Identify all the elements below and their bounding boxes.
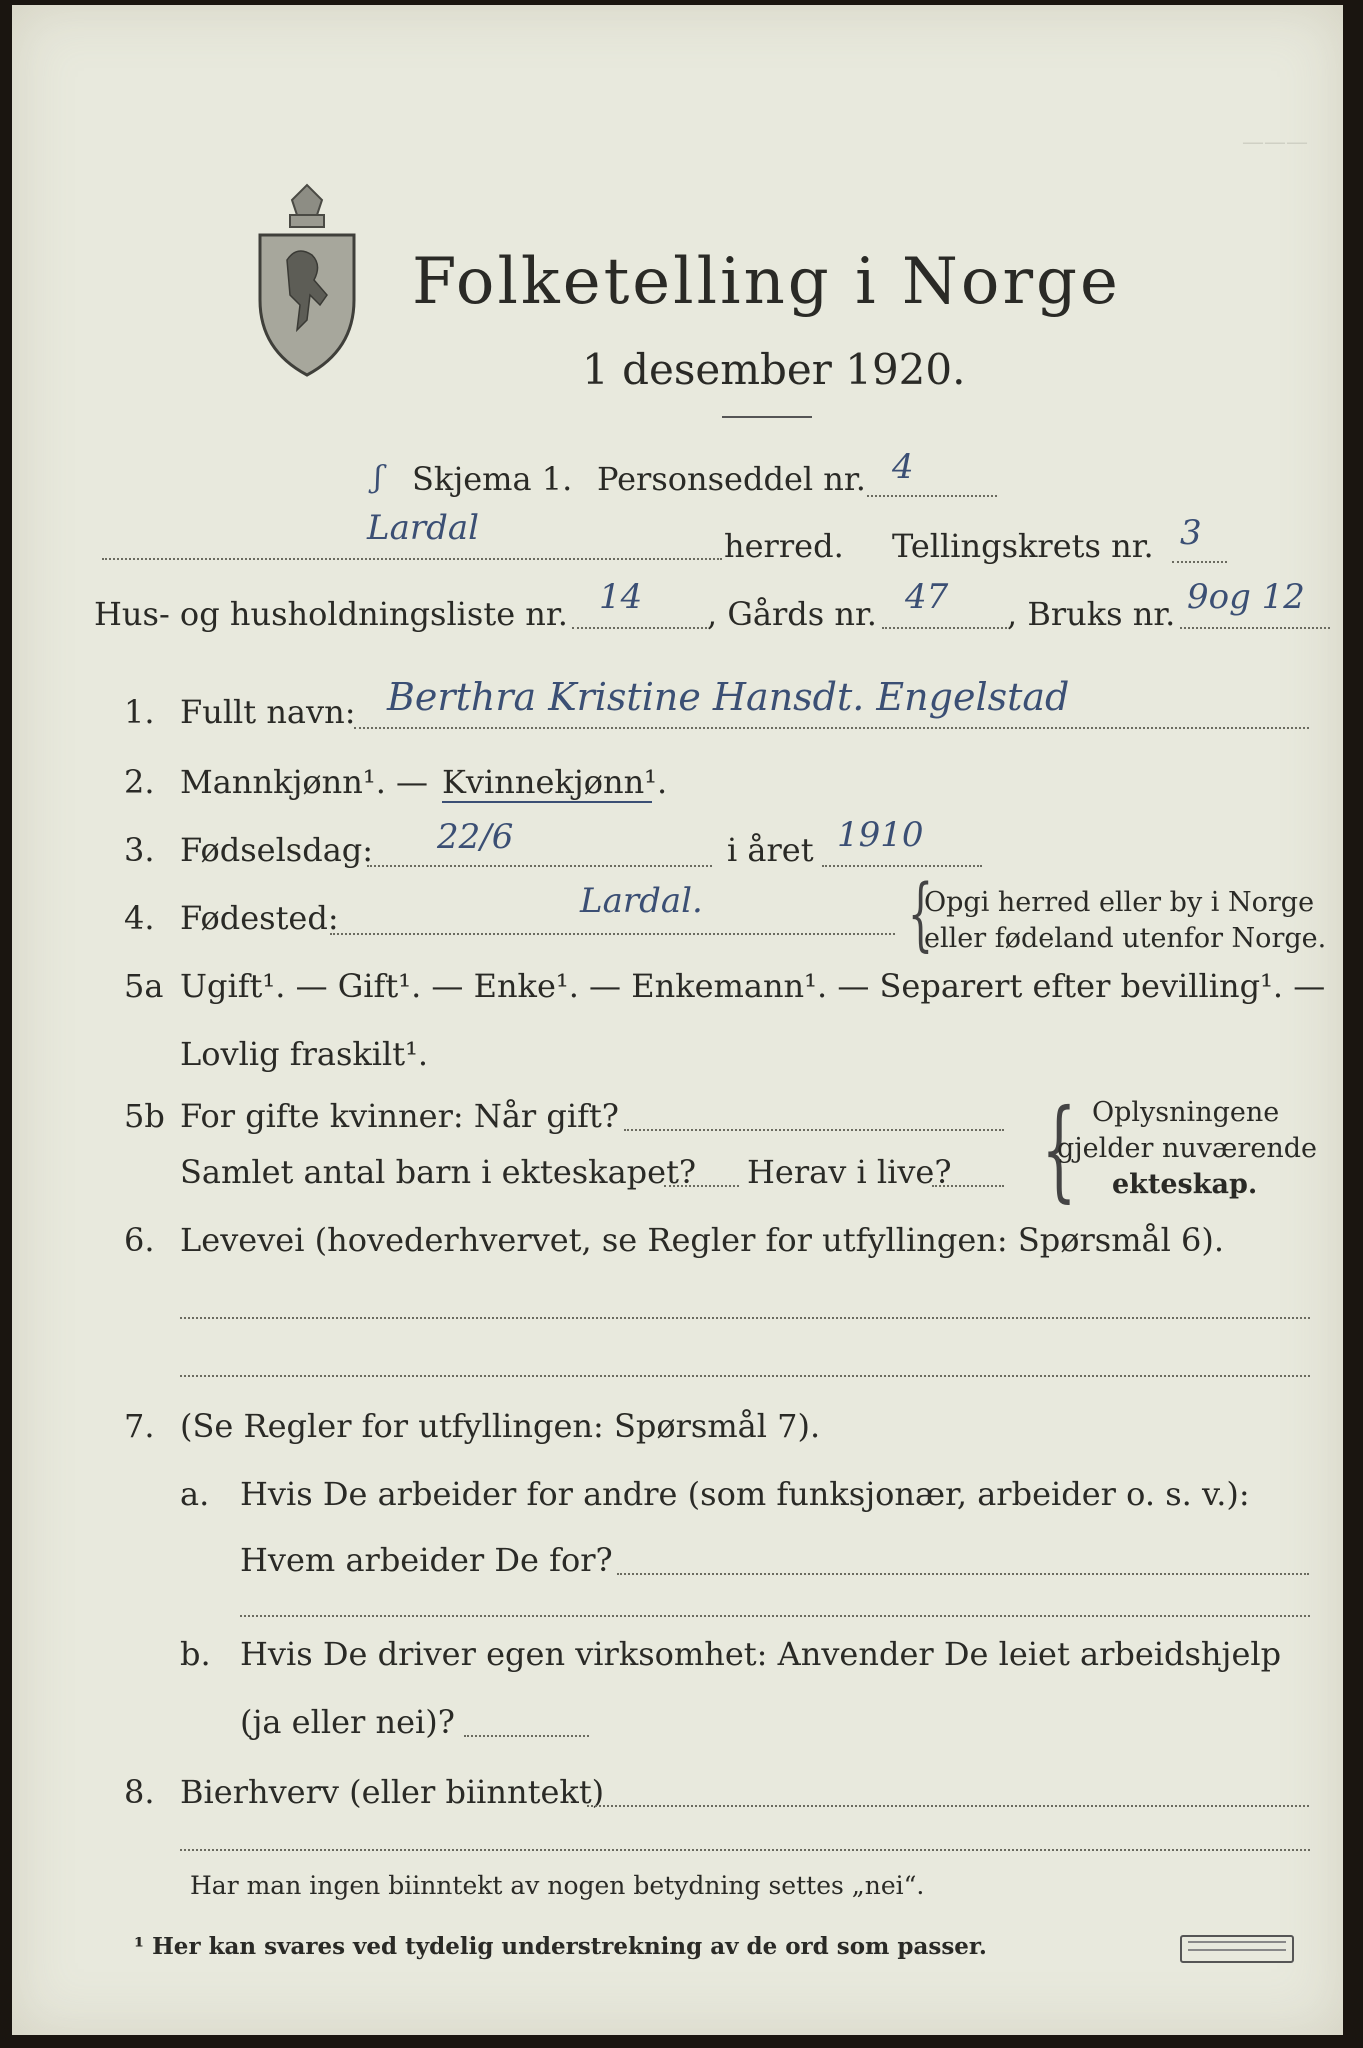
q3-year-field-line <box>822 865 982 867</box>
q4-note-brace: { <box>907 867 934 960</box>
bleed-through-text: ——— <box>1242 130 1308 155</box>
q4-field-line <box>330 933 895 935</box>
q4-note-line1: Opgi herred eller by i Norge <box>924 887 1315 918</box>
q7a-field-line-2 <box>240 1615 1310 1617</box>
tellingskrets-field-line <box>1172 561 1227 563</box>
printer-stamp <box>1180 1935 1294 1963</box>
q3-number: 3. <box>124 831 155 869</box>
bruks-value: 9og 12 <box>1187 577 1305 617</box>
q6-field-line-1 <box>180 1317 1310 1319</box>
q5b-alive-label: Herav i live? <box>747 1153 952 1191</box>
q5b-number: 5b <box>124 1097 165 1135</box>
q7-number: 7. <box>124 1407 155 1445</box>
bruks-field-line <box>1180 627 1330 629</box>
q6-text: Levevei (hovederhvervet, se Regler for utfyllingen: Spørsmål 6). <box>180 1221 1225 1259</box>
herred-value: Lardal <box>367 508 480 548</box>
q3-birth-year: 1910 <box>837 815 924 855</box>
census-form-page <box>12 5 1343 2035</box>
personseddel-label: Personseddel nr. <box>597 460 866 498</box>
q1-full-name: Berthra Kristine Hansdt. Engelstad <box>387 675 1070 719</box>
q8-text: Bierhverv (eller biinntekt) <box>180 1773 605 1811</box>
q5b-alive-field-line <box>932 1185 1004 1187</box>
herred-label: herred. <box>724 527 844 565</box>
q8-number: 8. <box>124 1773 155 1811</box>
q6-field-line-2 <box>180 1375 1310 1377</box>
q7a-number: a. <box>180 1475 210 1513</box>
q7b-field-line <box>464 1735 589 1737</box>
q8-field-line <box>587 1805 1309 1807</box>
q7b-line2: (ja eller nei)? <box>240 1703 455 1741</box>
q1-field-line <box>354 727 1309 729</box>
q5a-options-line2: Lovlig fraskilt¹. <box>180 1035 429 1073</box>
husliste-field-line <box>572 627 707 629</box>
q4-note-line2: eller fødeland utenfor Norge. <box>924 923 1327 954</box>
q1-number: 1. <box>124 693 155 731</box>
footnote: ¹ Her kan svares ved tydelig understrekning av de ord som passer. <box>134 1933 987 1960</box>
q3-year-label: i året <box>727 831 814 869</box>
margin-mark: ʃ <box>374 460 383 495</box>
q5b-line1: For gifte kvinner: Når gift? <box>180 1097 619 1135</box>
coat-of-arms-emblem <box>252 180 362 380</box>
q7a-field-line <box>617 1573 1309 1575</box>
q5b-note-line2: gjelder nuværende <box>1057 1133 1317 1164</box>
q2-female-underline <box>442 801 652 803</box>
q2-number: 2. <box>124 763 155 801</box>
q7a-line2: Hvem arbeider De for? <box>240 1541 613 1579</box>
title-divider <box>722 416 812 418</box>
q2-female-option: Kvinnekjønn¹. <box>442 763 668 801</box>
husliste-value: 14 <box>599 577 643 617</box>
bruks-label: , Bruks nr. <box>1007 595 1176 633</box>
q6-number: 6. <box>124 1221 155 1259</box>
q8-field-line-2 <box>180 1849 1310 1851</box>
tellingskrets-value: 3 <box>1180 513 1202 553</box>
q4-birthplace: Lardal. <box>580 881 703 921</box>
q7b-number: b. <box>180 1635 211 1673</box>
q5b-note-brace: { <box>1041 1085 1077 1213</box>
q5b-children-label: Samlet antal barn i ekteskapet? <box>180 1153 697 1191</box>
q5b-note-line3: ekteskap. <box>1112 1169 1258 1200</box>
q5a-options-line1: Ugift¹. — Gift¹. — Enke¹. — Enkemann¹. — Separert efter bevilling¹. — <box>180 967 1326 1005</box>
gards-label: , Gårds nr. <box>707 595 877 633</box>
personseddel-field-line <box>867 495 997 497</box>
q5b-note-line1: Oplysningene <box>1092 1097 1280 1128</box>
gards-field-line <box>882 627 1007 629</box>
q3-label: Fødselsdag: <box>180 831 374 869</box>
q7a-line1: Hvis De arbeider for andre (som funksjonær, arbeider o. s. v.): <box>240 1475 1250 1513</box>
q7b-line1: Hvis De driver egen virksomhet: Anvender De leiet arbeidshjelp <box>240 1635 1282 1673</box>
census-date: 1 desember 1920. <box>582 345 966 394</box>
herred-field-line <box>102 558 722 560</box>
q2-male-option: Mannkjønn¹. — <box>180 763 429 801</box>
husliste-label: Hus- og husholdningsliste nr. <box>94 595 568 633</box>
q3-field-line <box>367 865 712 867</box>
q4-label: Fødested: <box>180 899 339 937</box>
q7-text: (Se Regler for utfyllingen: Spørsmål 7). <box>180 1407 821 1445</box>
q3-birthdate: 22/6 <box>437 817 514 857</box>
q5a-number: 5a <box>124 967 164 1005</box>
gards-value: 47 <box>905 577 949 617</box>
personseddel-value: 4 <box>892 447 914 487</box>
q5b-children-field-line <box>664 1185 739 1187</box>
q1-label: Fullt navn: <box>180 693 356 731</box>
biinntekt-note: Har man ingen biinntekt av nogen betydning settes „nei“. <box>190 1871 925 1900</box>
tellingskrets-label: Tellingskrets nr. <box>892 527 1154 565</box>
skjema-label: Skjema 1. <box>412 460 573 498</box>
q4-number: 4. <box>124 899 155 937</box>
q5b-married-field-line <box>624 1129 1004 1131</box>
form-title: Folketelling i Norge <box>412 245 1121 319</box>
